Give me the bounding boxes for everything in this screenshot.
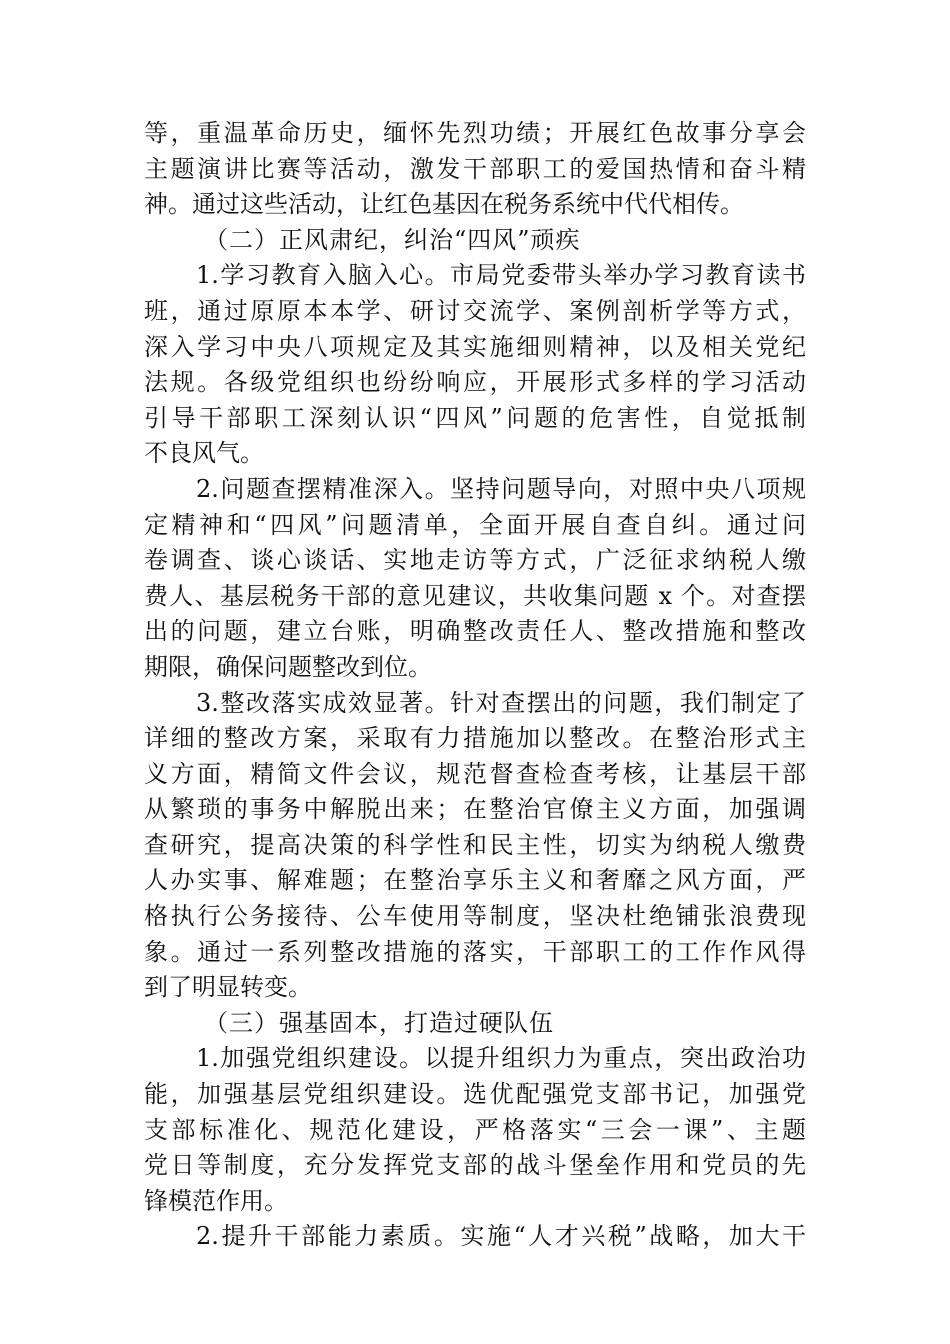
text-line: 义方面，精简文件会议，规范督查检查考核，让基层干部 [144,759,806,788]
section-heading [144,223,806,259]
text-line: 等，重温革命历史，缅怀先烈功绩；开展红色故事分享会 [144,119,806,147]
text-line: 人办实事、解难题；在整治享乐主义和奢靡之风方面，严 [144,866,806,895]
text-line: 引导干部职工深刻认识“四风”问题的危害性，自觉抵制 [144,403,806,432]
paragraph [144,116,806,223]
text-line: 详细的整改方案，采取有力措施加以整改。在整治形式主 [144,724,806,753]
heading-text: （二）正风肃纪，纠治“四风”顽疾 [204,225,581,254]
document-body [144,116,806,1255]
paragraph [144,1041,806,1219]
text-line: 费人、基层税务干部的意见建议，共收集问题 x 个。对查摆 [144,581,806,610]
text-line: 到了明显转变。 [144,973,312,1002]
paragraph [144,472,806,686]
text-line: 1.加强党组织建设。以提升组织力为重点，突出政治功 [196,1044,806,1073]
text-line: 出的问题，建立台账，明确整改责任人、整改措施和整改 [144,617,806,646]
text-line: 格执行公务接待、公车使用等制度，坚决杜绝铺张浪费现 [144,902,806,931]
text-line: 法规。各级党组织也纷纷响应，开展形式多样的学习活动 [144,368,806,397]
text-line: 神。通过这些活动，让红色基因在税务系统中代代相传。 [144,190,744,219]
text-line: 不良风气。 [144,439,264,468]
text-line: 2.问题查摆精准深入。坚持问题导向，对照中央八项规 [196,474,806,503]
paragraph [144,686,806,1006]
paragraph [144,258,806,472]
text-line: 象。通过一系列整改措施的落实，干部职工的工作作风得 [144,937,806,966]
text-line: 深入学习中央八项规定及其实施细则精神，以及相关党纪 [144,332,806,361]
text-line: 2.提升干部能力素质。实施“人才兴税”战略，加大干 [196,1222,806,1251]
section-heading [144,1006,806,1042]
text-line: 党日等制度，充分发挥党支部的战斗堡垒作用和党员的先 [144,1151,806,1180]
heading-text: （三）强基固本，打造过硬队伍 [204,1008,554,1037]
text-line: 定精神和“四风”问题清单，全面开展自查自纠。通过问 [144,510,806,539]
text-line: 1.学习教育入脑入心。市局党委带头举办学习教育读书 [196,261,806,290]
text-line: 查研究，提高决策的科学性和民主性，切实为纳税人缴费 [144,830,806,859]
text-line: 3.整改落实成效显著。针对查摆出的问题，我们制定了 [196,688,806,717]
text-line: 从繁琐的事务中解脱出来；在整治官僚主义方面，加强调 [144,795,806,824]
text-line: 支部标准化、规范化建设，严格落实“三会一课”、主题 [144,1115,806,1144]
text-line: 期限，确保问题整改到位。 [144,652,432,681]
paragraph [144,1219,806,1255]
text-line: 班，通过原原本本学、研讨交流学、案例剖析学等方式， [144,296,806,325]
text-line: 主题演讲比赛等活动，激发干部职工的爱国热情和奋斗精 [144,154,806,183]
text-line: 能，加强基层党组织建设。选优配强党支部书记，加强党 [144,1080,806,1109]
text-line: 卷调查、谈心谈话、实地走访等方式，广泛征求纳税人缴 [144,546,806,575]
text-line: 锋模范作用。 [144,1186,288,1215]
